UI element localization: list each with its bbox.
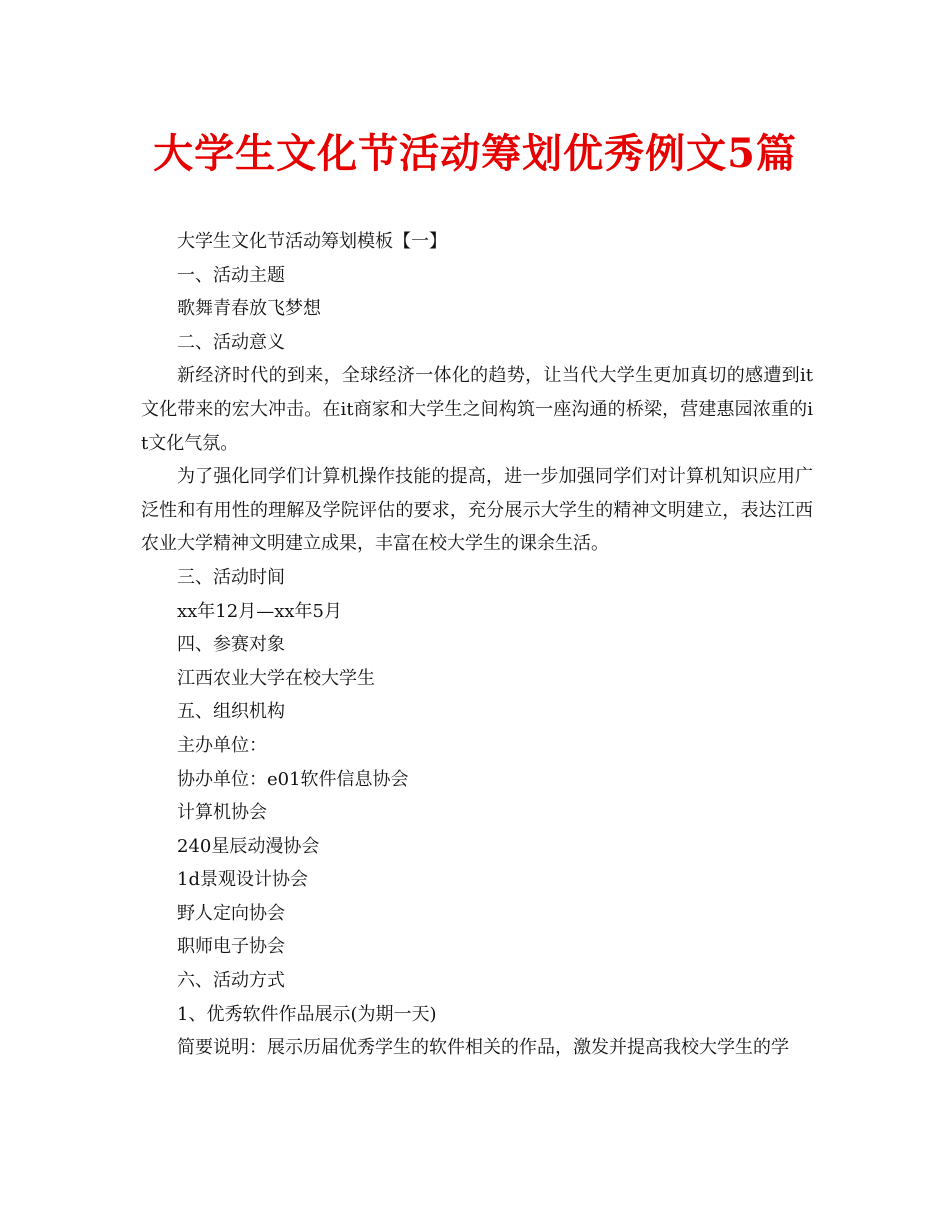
paragraph: 1、优秀软件作品展示(为期一天) <box>177 1003 437 1025</box>
section-heading: 五、组织机构 <box>177 701 285 723</box>
paragraph: 为了强化同学们计算机操作技能的提高，进一步加强同学们对计算机知识应用广泛性和有用性的理解及学院评估的要求，充分展示大学生的精神文明建立，表达江西农业大学精神文明建立成果，丰富在校大学生的课余生活。 <box>141 466 813 555</box>
paragraph: xx年12月—xx年5月 <box>177 600 342 622</box>
section-heading: 一、活动主题 <box>177 264 285 286</box>
paragraph: 协办单位：e01软件信息协会 <box>177 768 409 790</box>
paragraph: 计算机协会 <box>177 802 267 824</box>
paragraph: 大学生文化节活动筹划模板【一】 <box>177 231 447 252</box>
paragraph: 职师电子协会 <box>177 936 285 958</box>
section-heading: 六、活动方式 <box>177 970 285 992</box>
section-heading: 二、活动意义 <box>177 331 285 353</box>
document-title: 大学生文化节活动筹划优秀例文5篇 <box>153 130 797 177</box>
paragraph: 野人定向协会 <box>177 902 285 924</box>
paragraph: 新经济时代的到来，全球经济一体化的趋势，让当代大学生更加真切的感遭到it文化带来的宏大冲击。在it商家和大学生之间构筑一座沟通的桥梁，营建惠园浓重的it文化气氛。 <box>141 365 813 454</box>
paragraph: 主办单位： <box>177 734 267 756</box>
paragraph: 1d景观设计协会 <box>177 869 308 891</box>
section-heading: 四、参赛对象 <box>177 634 285 656</box>
section-heading: 三、活动时间 <box>177 566 285 588</box>
paragraph: 简要说明：展示历届优秀学生的软件相关的作品，激发并提高我校大学生的学 <box>177 1037 789 1059</box>
document-body <box>141 225 813 1065</box>
paragraph: 240星辰动漫协会 <box>177 835 320 857</box>
paragraph: 歌舞青春放飞梦想 <box>177 298 321 320</box>
paragraph: 江西农业大学在校大学生 <box>177 667 375 689</box>
